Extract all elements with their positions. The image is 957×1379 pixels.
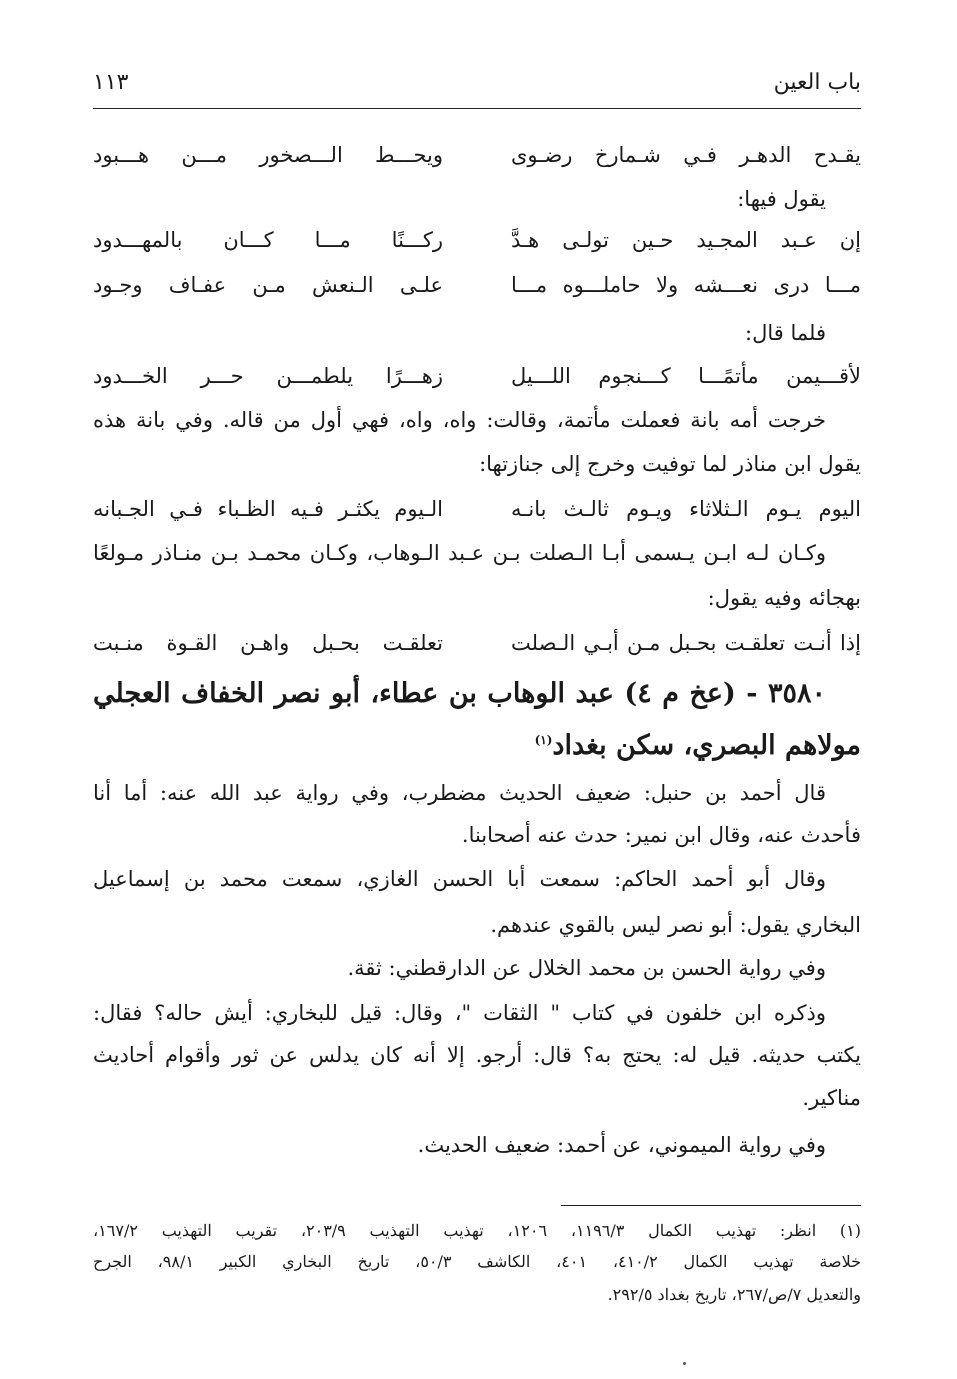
verse-first-hemistich: لأقـــيمن مأتمًـــا كـــنجوم اللـــيل	[511, 364, 861, 388]
line-text: وكـان لـه ابـن يـسمى أبـا الـصلت بـن عـبد الـوهاب، وكـان محمـد بـن منـاذر مـولعًا	[93, 541, 826, 565]
header-divider	[93, 108, 861, 109]
verse-line	[93, 132, 861, 178]
footnote-divider	[561, 1205, 861, 1206]
line-text: وفي رواية الحسن بن محمد الخلال عن الدارقطني: ثقة.	[347, 956, 826, 980]
verse-line	[93, 486, 861, 532]
verse-second-hemistich: ويحـــط الـــصخور مـــن هـــبود	[93, 143, 443, 167]
line-text: وذكره ابن خلفون في كتاب " الثقات "، وقال: قيل للبخاري: أيش حاله؟ فقال:	[93, 1001, 826, 1025]
text-line	[93, 770, 861, 816]
line-text: يقول فيها:	[737, 187, 826, 211]
line-text: فأحدث عنه، وقال ابن نمير: حدث عنه أصحابنا.	[461, 823, 861, 847]
line-text: وفي رواية الميموني، عن أحمد: ضعيف الحديث.	[417, 1133, 826, 1157]
text-line	[93, 176, 861, 222]
chapter-title: باب العين	[773, 70, 861, 95]
verse-second-hemistich: الـيوم يكثـر فـيه الظـباء فـي الجـبانه	[93, 497, 443, 521]
text-line	[93, 530, 861, 576]
page-speck	[683, 1362, 686, 1365]
text-line	[93, 1075, 861, 1121]
line-text: خرجت أمه بانة فعملت مأتمة، وقالت: واه، واه، فهي أول من قاله. وفي بانة هذه	[93, 408, 826, 432]
verse-first-hemistich: إن عـبد المجـيد حـين تولـى هـدَّ	[511, 228, 861, 252]
text-line	[93, 1122, 861, 1168]
footnote-reference[interactable]: (١)	[534, 733, 553, 747]
text-line	[93, 945, 861, 991]
entry-heading-line	[93, 718, 861, 774]
footnote-line: والتعديل ٧/ص/٢٦٧، تاريخ بغداد ٢٩٢/٥.	[607, 1285, 861, 1304]
verse-line	[93, 353, 861, 399]
verse-second-hemistich: تعلقـت بحـبل واهـن القـوة منـبت	[93, 631, 443, 655]
text-line	[93, 902, 861, 948]
verse-line	[93, 217, 861, 263]
footnote-line: (١) انظر: تهذيب الكمال ١١٩٦/٣، ١٢٠٦، تهذيب التهذيب ٢٠٣/٩، تقريب التهذيب ١٦٧/٢،	[93, 1221, 861, 1240]
verse-first-hemistich: مـــا درى نعـــشه ولا حاملـــوه مـــا	[511, 273, 861, 297]
text-line	[93, 990, 861, 1036]
line-text: فلما قال:	[745, 321, 826, 345]
entry-heading-text: مولاهم البصري، سكن بغداد	[552, 730, 861, 761]
verse-first-hemistich: اليوم يـوم الـثلاثاء ويـوم ثالـث بانـه	[511, 497, 861, 521]
text-line	[93, 441, 861, 487]
line-text: وقال أبو أحمد الحاكم: سمعت أبا الحسن الغازي، سمعت محمد بن إسماعيل	[93, 867, 826, 891]
verse-line	[93, 620, 861, 666]
footnote-line: خلاصة تهذيب الكمال ٤١٠/٢، ٤٠١، الكاشف ٥٠/٣، تاريخ البخاري الكبير ٩٨/١، الجرح	[93, 1252, 862, 1271]
text-line	[93, 397, 861, 443]
text-line	[93, 856, 861, 902]
verse-first-hemistich: يقـدح الدهـر فـي شـمارخ رضـوى	[511, 143, 861, 167]
line-text: يقول ابن مناذر لما توفيت وخرج إلى جنازتها:	[479, 452, 861, 476]
text-line	[93, 812, 861, 858]
line-text: مناكير.	[802, 1086, 861, 1110]
line-text: البخاري يقول: أبو نصر ليس بالقوي عندهم.	[490, 913, 861, 937]
verse-second-hemistich: زهـــرًا يلطمـــن حـــر الخـــدود	[93, 364, 443, 388]
line-text: بهجائه وفيه يقول:	[707, 586, 861, 610]
verse-first-hemistich: إذا أنـت تعلقـت بحـبل مـن أبـي الـصلت	[511, 631, 861, 655]
line-text: يكتب حديثه. قيل له: يحتج به؟ قال: أرجو. إلا أنه كان يدلس عن ثور وأقوام أحاديث	[93, 1043, 861, 1067]
verse-second-hemistich: ركـــنًا مـــا كـــان بالمهـــدود	[93, 228, 443, 252]
running-header	[93, 62, 861, 102]
verse-line	[93, 262, 861, 308]
text-line	[93, 575, 861, 621]
line-text: قال أحمد بن حنبل: ضعيف الحديث مضطرب، وفي رواية عبد الله عنه: أما أنا	[93, 781, 826, 805]
entry-heading-line	[93, 666, 861, 722]
text-line	[93, 1032, 861, 1078]
page-number: ١١٣	[93, 70, 129, 95]
entry-heading-text: ٣٥٨٠ - (عخ م ٤) عبد الوهاب بن عطاء، أبو نصر الخفاف العجلي	[93, 678, 827, 709]
text-line	[93, 310, 861, 356]
verse-second-hemistich: علـى الـنعش مـن عفـاف وجـود	[93, 273, 443, 297]
